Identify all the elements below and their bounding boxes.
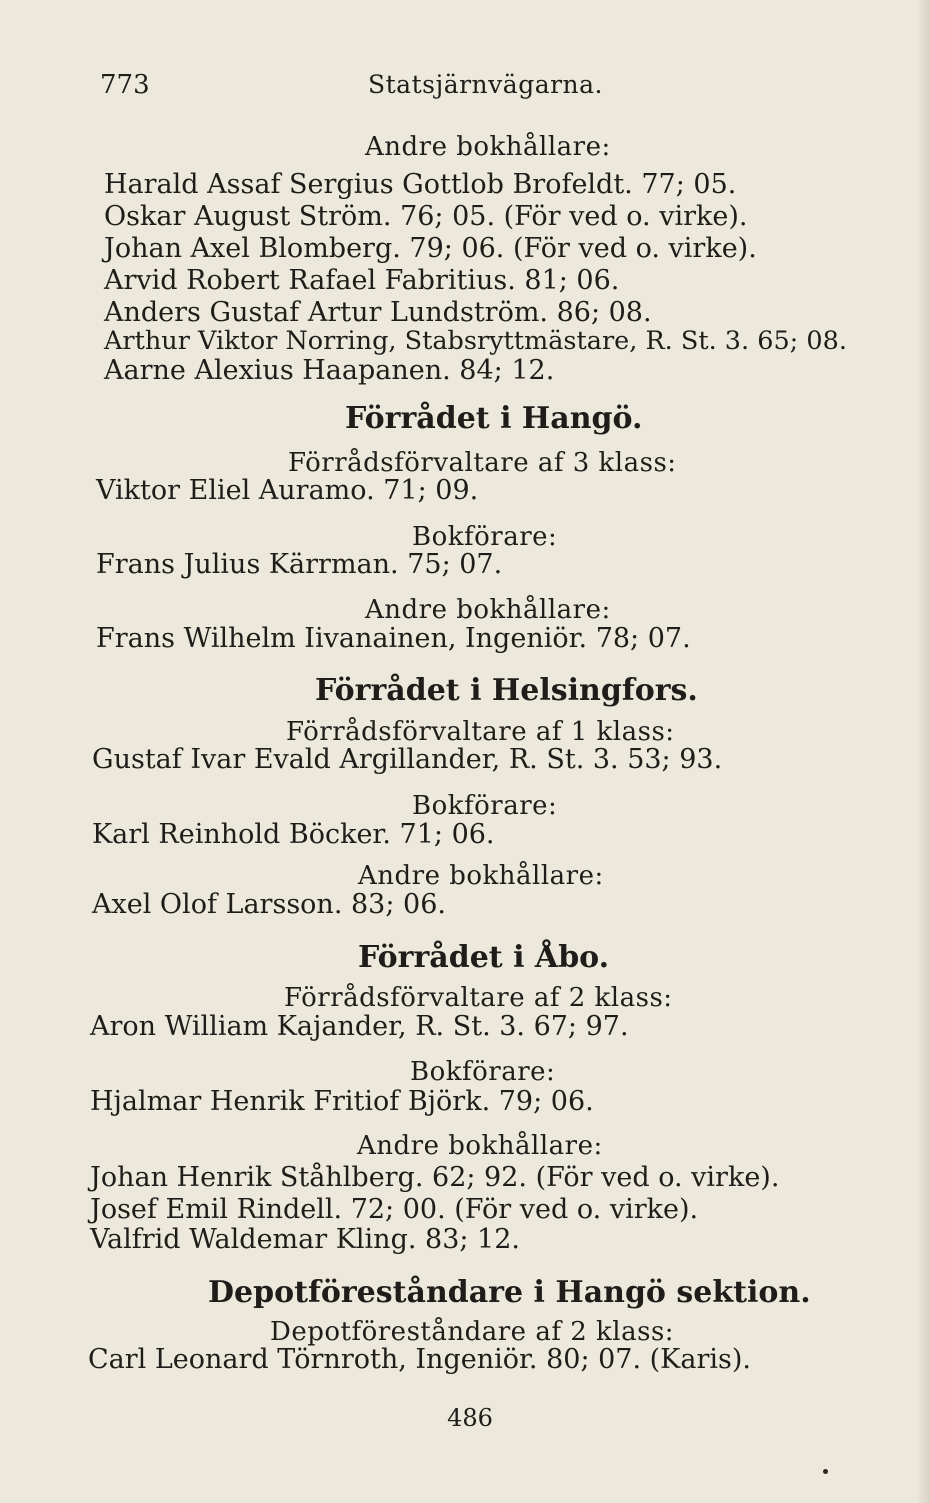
entry-line: Arvid Robert Rafael Fabritius. 81; 06. xyxy=(104,265,620,296)
subheading: Bokförare: xyxy=(410,1057,556,1087)
entry-line: Aarne Alexius Haapanen. 84; 12. xyxy=(104,355,555,386)
entry-line: Oskar August Ström. 76; 05. (För ved o. virke). xyxy=(104,201,748,232)
entry-line: Hjalmar Henrik Fritiof Björk. 79; 06. xyxy=(90,1086,594,1117)
entry-line: Frans Wilhelm Iivanainen, Ingeniör. 78; 07. xyxy=(96,623,691,654)
entry-line: Valfrid Waldemar Kling. 83; 12. xyxy=(90,1224,520,1255)
entry-line: Karl Reinhold Böcker. 71; 06. xyxy=(92,819,495,850)
entry-line: Carl Leonard Törnroth, Ingeniör. 80; 07. (Karis). xyxy=(88,1344,751,1375)
entry-line: Gustaf Ivar Evald Argillander, R. St. 3. 53; 93. xyxy=(92,744,723,775)
subheading: Andre bokhållare: xyxy=(365,132,611,162)
entry-line: Josef Emil Rindell. 72; 00. (För ved o. virke). xyxy=(90,1194,699,1225)
subheading: Andre bokhållare: xyxy=(358,861,604,891)
subheading: Andre bokhållare: xyxy=(365,595,611,625)
entry-line: Johan Henrik Ståhlberg. 62; 92. (För ved o. virke). xyxy=(90,1162,780,1193)
signature-mark: 486 xyxy=(447,1404,493,1432)
entry-line: Anders Gustaf Artur Lundström. 86; 08. xyxy=(104,297,652,328)
page-header xyxy=(100,70,860,110)
subheading: Bokförare: xyxy=(412,791,558,821)
speck xyxy=(823,1469,828,1474)
section-heading: Förrådet i Helsingfors. xyxy=(315,673,698,708)
section-heading: Förrådet i Åbo. xyxy=(358,940,610,975)
entry-line: Aron William Kajander, R. St. 3. 67; 97. xyxy=(90,1011,629,1042)
entry-line: Johan Axel Blomberg. 79; 06. (För ved o. virke). xyxy=(104,233,757,264)
running-title: Statsjärnvägarna. xyxy=(368,70,604,99)
section-heading: Depotföreståndare i Hangö sektion. xyxy=(208,1275,811,1310)
entry-line: Viktor Eliel Auramo. 71; 09. xyxy=(96,475,479,506)
entry-line: Harald Assaf Sergius Gottlob Brofeldt. 77; 05. xyxy=(104,169,737,200)
page-number: 773 xyxy=(100,70,150,100)
subheading: Förrådsförvaltare af 1 klass: xyxy=(286,717,675,747)
section-heading: Förrådet i Hangö. xyxy=(345,401,643,436)
subheading: Andre bokhållare: xyxy=(357,1131,603,1161)
subheading: Förrådsförvaltare af 2 klass: xyxy=(284,983,673,1013)
subheading: Förrådsförvaltare af 3 klass: xyxy=(288,448,677,478)
entry-line: Frans Julius Kärrman. 75; 07. xyxy=(96,549,503,580)
entry-line: Arthur Viktor Norring, Stabsryttmästare, R. St. 3. 65; 08. xyxy=(104,326,847,356)
subheading: Depotföreståndare af 2 klass: xyxy=(270,1317,675,1347)
entry-line: Axel Olof Larsson. 83; 06. xyxy=(92,889,446,920)
page-edge-shadow xyxy=(916,0,930,1503)
subheading: Bokförare: xyxy=(412,522,558,552)
